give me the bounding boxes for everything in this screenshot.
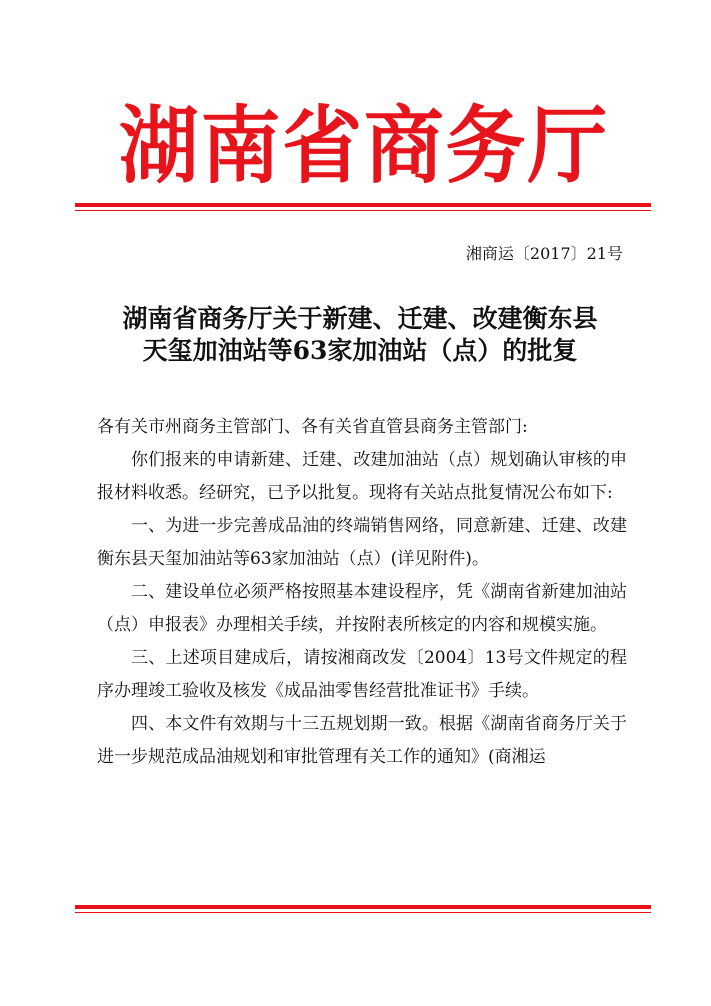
body-paragraph-item-1: 一、为进一步完善成品油的终端销售网络，同意新建、迁建、改建衡东县天玺加油站等63家加油站（点）(详见附件)。 — [97, 516, 627, 569]
divider-thin-line — [75, 210, 651, 211]
footer-divider — [75, 905, 651, 913]
document-number: 湘商运〔2017〕21号 — [465, 244, 623, 263]
letterhead-divider — [75, 203, 651, 211]
footer-thin-line — [75, 912, 651, 913]
document-title — [80, 303, 640, 367]
document-body — [97, 411, 627, 774]
body-paragraph-intro: 你们报来的申请新建、迁建、改建加油站（点）规划确认审核的申报材料收悉。经研究，已予以批复。现将有关站点批复情况公布如下: — [97, 450, 627, 503]
salutation: 各有关市州商务主管部门、各有关省直管县商务主管部门: — [97, 417, 528, 437]
divider-thick-line — [75, 203, 651, 207]
letterhead-title: 湖南省商务厅 — [118, 96, 610, 195]
document-title-line-1: 湖南省商务厅关于新建、迁建、改建衡东县 — [122, 304, 598, 333]
footer-thick-line — [75, 905, 651, 909]
body-paragraph-item-2: 二、建设单位必须严格按照基本建设程序，凭《湖南省新建加油站（点）申报表》办理相关手续，并按附表所核定的内容和规模实施。 — [97, 582, 627, 635]
document-title-line-2: 天玺加油站等63家加油站（点）的批复 — [142, 336, 578, 365]
body-paragraph-item-4: 四、本文件有效期与十三五规划期一致。根据《湖南省商务厅关于进一步规范成品油规划和审批管理有关工作的通知》(商湘运 — [97, 714, 627, 767]
body-paragraph-item-3: 三、上述项目建成后，请按湘商改发〔2004〕13号文件规定的程序办理竣工验收及核发《成品油零售经营批准证书》手续。 — [97, 648, 627, 701]
